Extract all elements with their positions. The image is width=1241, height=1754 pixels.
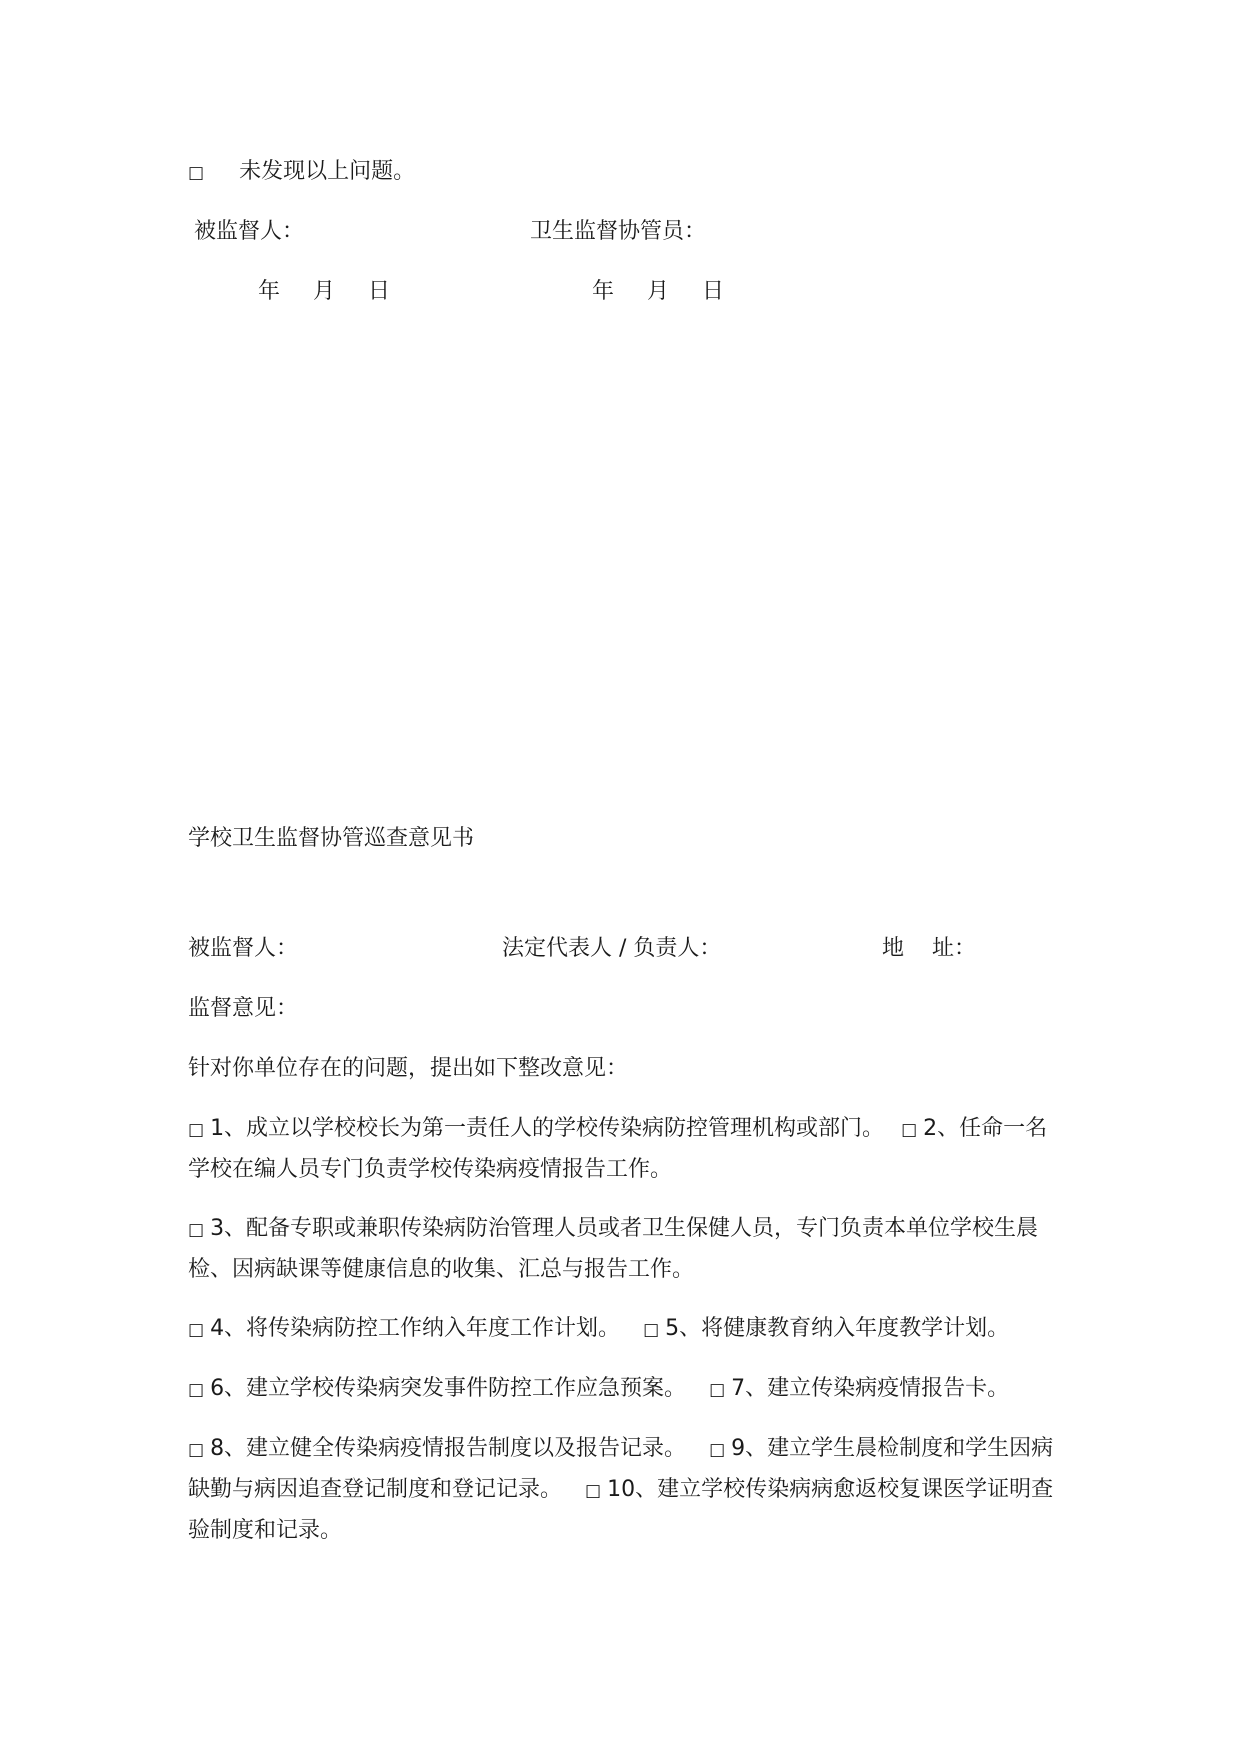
date-right-day: 日	[702, 279, 725, 304]
top-assistant-label: 卫生监督协管员：	[530, 219, 707, 244]
opinion-label: 监督意见：	[188, 996, 299, 1021]
item-3-text: 3、配备专职或兼职传染病防治管理人员或者卫生保健人员，专门负责本单位学校生晨检、因病缺课等健康信息的收集、汇总与报告工作。	[188, 1216, 1039, 1282]
supervised-label: 被监督人：	[188, 936, 299, 961]
date-left-month: 月	[313, 279, 336, 304]
no-issue-row	[188, 156, 415, 189]
item-3-checkbox[interactable]: □	[188, 1220, 205, 1240]
date-right	[592, 276, 724, 308]
item-10-text: 10、建立学校传染病病愈返校复课医学证明查验制度和记录。	[188, 1477, 1054, 1543]
item-5-text: 5、将健康教育纳入年度教学计划。	[665, 1316, 1010, 1341]
item-10-checkbox[interactable]: □	[585, 1481, 602, 1501]
document-title: 学校卫生监督协管巡查意见书	[188, 826, 475, 851]
item-4-checkbox[interactable]: □	[188, 1320, 205, 1340]
date-right-month: 月	[647, 279, 670, 304]
item-7-checkbox[interactable]: □	[709, 1380, 726, 1400]
date-right-year: 年	[592, 279, 615, 304]
item-1-text: 1、成立以学校校长为第一责任人的学校传染病防控管理机构或部门。	[210, 1116, 885, 1141]
item-9-checkbox[interactable]: □	[709, 1440, 726, 1460]
item-2-checkbox[interactable]: □	[901, 1120, 918, 1140]
intro-text: 针对你单位存在的问题，提出如下整改意见：	[188, 1056, 629, 1081]
item-6-checkbox[interactable]: □	[188, 1380, 205, 1400]
item-2-text: 2、任命一名学校在编人员专门负责学校传染病疫情报告工作。	[188, 1116, 1048, 1182]
item-paragraph-4	[188, 1369, 1058, 1410]
item-paragraph-1	[188, 1109, 1058, 1190]
legal-rep-label: 法定代表人 / 负责人：	[502, 936, 722, 961]
date-left	[258, 276, 390, 308]
item-1-checkbox[interactable]: □	[188, 1120, 205, 1140]
address-label: 地 址：	[882, 936, 976, 961]
item-9-text: 9、建立学生晨检制度和学生因病缺勤与病因追查登记制度和登记记录。	[188, 1436, 1054, 1502]
item-4-text: 4、将传染病防控工作纳入年度工作计划。	[210, 1316, 621, 1341]
no-issue-checkbox[interactable]: □	[188, 163, 205, 183]
top-supervised-label: 被监督人：	[194, 219, 305, 244]
item-5-checkbox[interactable]: □	[643, 1320, 660, 1340]
item-paragraph-3	[188, 1309, 1058, 1350]
item-paragraph-2	[188, 1209, 1058, 1290]
no-issue-text: 未发现以上问题。	[239, 159, 416, 184]
item-6-text: 6、建立学校传染病突发事件防控工作应急预案。	[210, 1376, 687, 1401]
item-8-checkbox[interactable]: □	[188, 1440, 205, 1460]
date-left-day: 日	[368, 279, 391, 304]
item-paragraph-5	[188, 1429, 1058, 1551]
date-left-year: 年	[258, 279, 281, 304]
item-7-text: 7、建立传染病疫情报告卡。	[731, 1376, 1010, 1401]
item-8-text: 8、建立健全传染病疫情报告制度以及报告记录。	[210, 1436, 687, 1461]
